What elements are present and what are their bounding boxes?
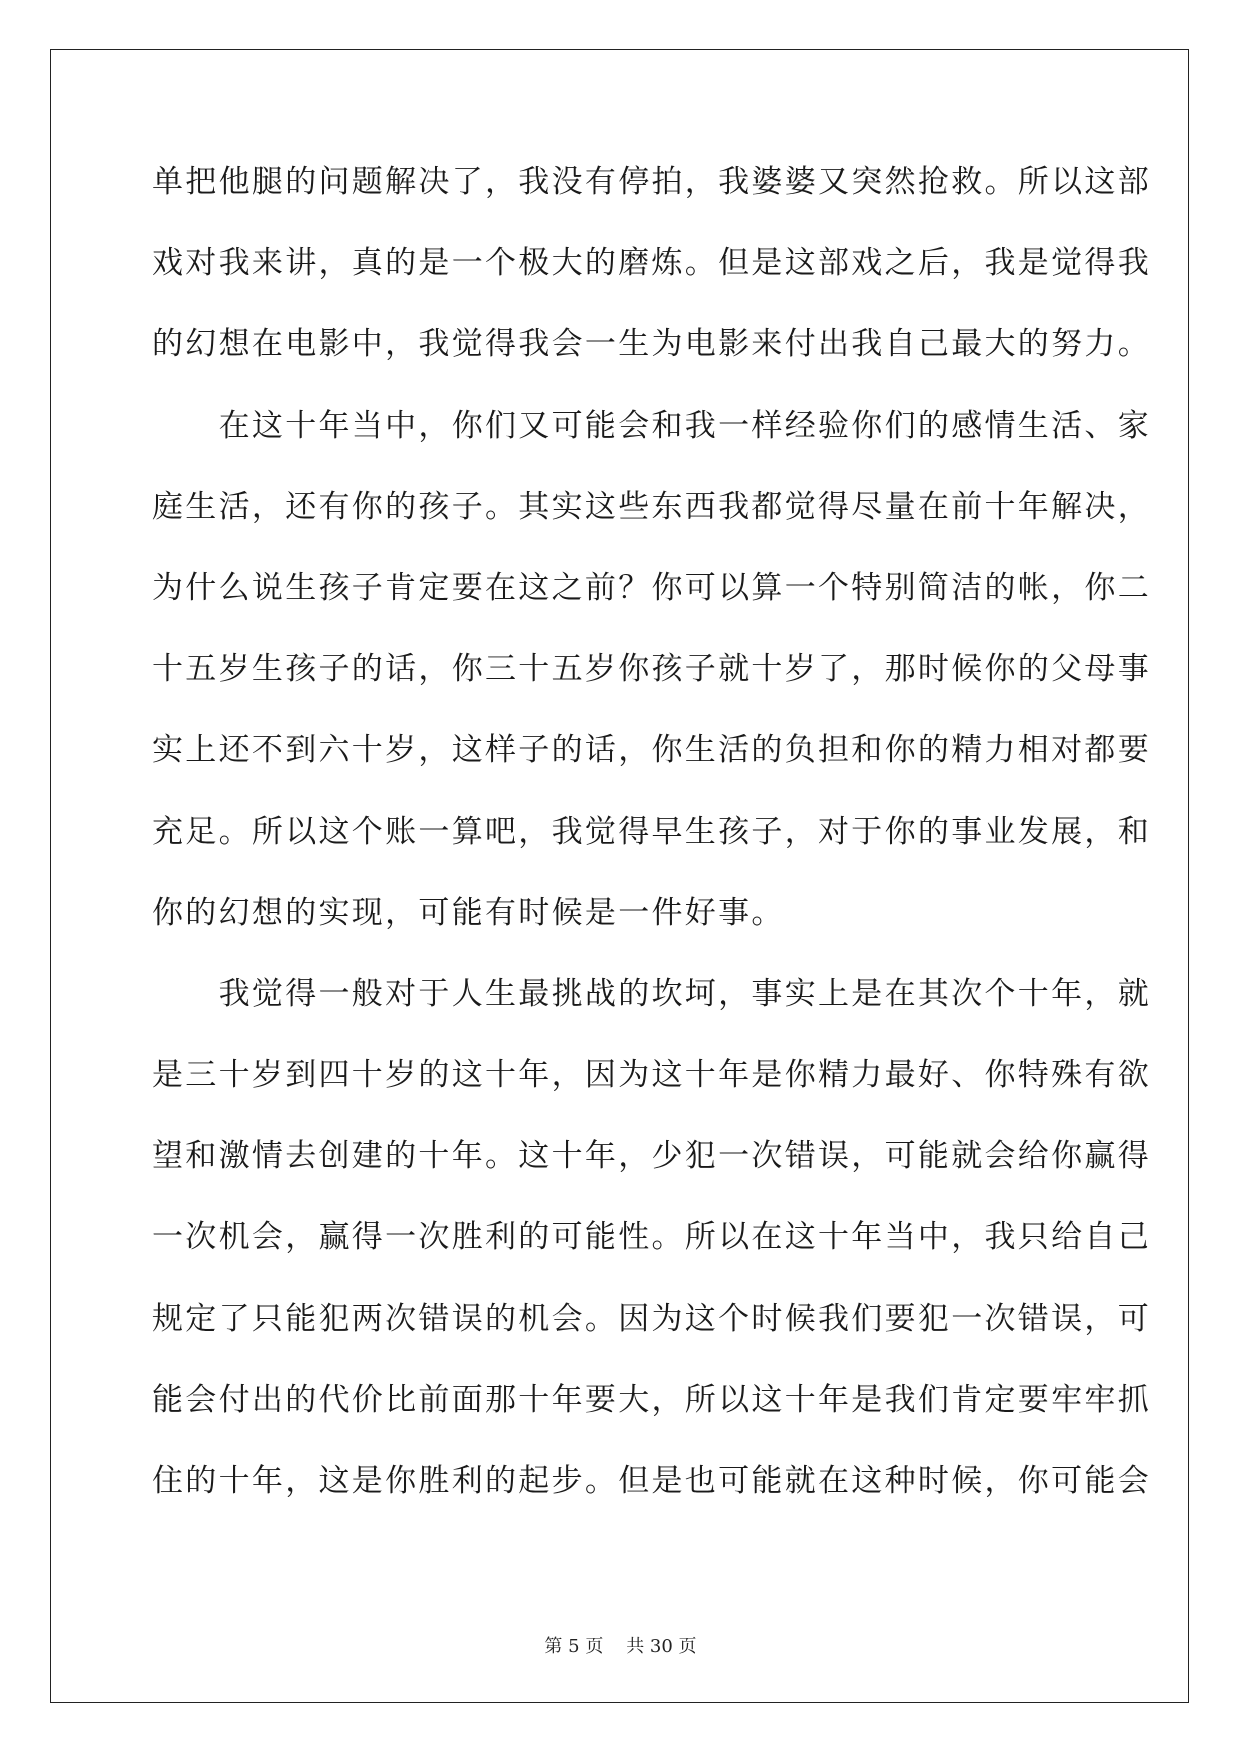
page-number-footer: 第 5 页 共 30 页 [544, 1636, 697, 1657]
document-body [152, 162, 1151, 1542]
text-line: 十五岁生孩子的话，你三十五岁你孩子就十岁了，那时候你的父母事 [152, 651, 1151, 688]
text-line: 是三十岁到四十岁的这十年，因为这十年是你精力最好、你特殊有欲 [152, 1057, 1151, 1094]
text-line: 的幻想在电影中，我觉得我会一生为电影来付出我自己最大的努力。 [152, 326, 1151, 363]
text-line: 我觉得一般对于人生最挑战的坎坷，事实上是在其次个十年，就 [152, 975, 1151, 1012]
text-line: 能会付出的代价比前面那十年要大，所以这十年是我们肯定要牢牢抓 [152, 1381, 1151, 1418]
text-line: 一次机会，赢得一次胜利的可能性。所以在这十年当中，我只给自己 [152, 1219, 1151, 1256]
text-line: 住的十年，这是你胜利的起步。但是也可能就在这种时候，你可能会 [152, 1463, 1151, 1499]
text-line: 在这十年当中，你们又可能会和我一样经验你们的感情生活、家 [152, 407, 1151, 444]
text-line: 为什么说生孩子肯定要在这之前？你可以算一个特别简洁的帐，你二 [152, 569, 1151, 606]
text-line: 庭生活，还有你的孩子。其实这些东西我都觉得尽量在前十年解决， [152, 488, 1151, 525]
text-line: 实上还不到六十岁，这样子的话，你生活的负担和你的精力相对都要 [152, 732, 1151, 769]
text-line: 戏对我来讲，真的是一个极大的磨炼。但是这部戏之后，我是觉得我 [152, 245, 1151, 282]
text-line: 充足。所以这个账一算吧，我觉得早生孩子，对于你的事业发展，和 [152, 813, 1151, 850]
text-line: 规定了只能犯两次错误的机会。因为这个时候我们要犯一次错误，可 [152, 1300, 1151, 1337]
text-line: 单把他腿的问题解决了，我没有停拍，我婆婆又突然抢救。所以这部 [152, 164, 1151, 200]
text-line: 望和激情去创建的十年。这十年，少犯一次错误，可能就会给你赢得 [152, 1138, 1151, 1175]
text-line: 你的幻想的实现，可能有时候是一件好事。 [152, 894, 785, 931]
